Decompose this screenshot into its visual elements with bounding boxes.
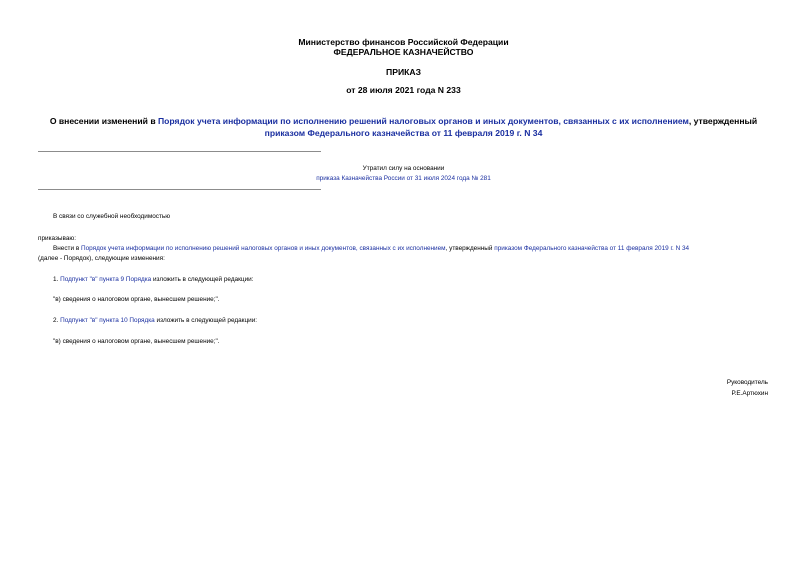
item-2-link[interactable]: Подпункт "в" пункта 10 Порядка	[60, 317, 155, 324]
divider-bottom	[38, 189, 321, 190]
divider-top	[38, 151, 321, 152]
item-2-number: 2.	[53, 317, 61, 324]
item-1-number: 1.	[53, 276, 61, 283]
item-1	[53, 275, 253, 284]
document-title	[30, 115, 777, 139]
main-paragraph	[38, 244, 773, 253]
agency-name: ФЕДЕРАЛЬНОЕ КАЗНАЧЕЙСТВО	[333, 47, 474, 57]
reason-paragraph: В связи со служебной необходимостью	[53, 213, 171, 220]
title-link-order[interactable]: Порядок учета информации по исполнению решений налоговых органов и иных документов, связанных с их исполнением	[158, 116, 689, 126]
title-link-decree[interactable]: приказом Федерального казначейства от 11 февраля 2019 г. N 34	[264, 128, 543, 138]
p1-middle: , утвержденный	[445, 245, 495, 252]
item-2	[53, 316, 257, 325]
item-1-link[interactable]: Подпункт "в" пункта 9 Порядка	[60, 276, 152, 283]
item-2-quote: "в) сведения о налоговом органе, вынесшем решение;".	[53, 338, 220, 345]
p1-link-decree[interactable]: приказом Федерального казначейства от 11 февраля 2019 г. N 34	[494, 245, 690, 252]
main-paragraph-suffix: (далее - Порядок), следующие изменения:	[38, 255, 165, 262]
item-1-rest: изложить в следующей редакции:	[151, 276, 254, 283]
title-prefix: О внесении изменений в	[49, 116, 158, 126]
item-2-rest: изложить в следующей редакции:	[154, 317, 258, 324]
repeal-notice-link[interactable]: приказа Казначейства России от 31 июля 2024 года № 281	[316, 175, 491, 182]
p1-link-order[interactable]: Порядок учета информации по исполнению решений налоговых органов и иных документов, связанных с их исполнением	[80, 245, 446, 252]
signature-name: Р.Е.Артюхин	[731, 390, 768, 397]
signature-position: Руководитель	[726, 379, 768, 386]
document-type: ПРИКАЗ	[386, 67, 421, 77]
ministry-name: Министерство финансов Российской Федерации	[298, 37, 509, 47]
title-middle: , утвержденный	[688, 116, 758, 126]
document-date: от 28 июля 2021 года N 233	[346, 85, 461, 95]
item-1-quote: "в) сведения о налоговом органе, вынесшем решение;".	[53, 296, 220, 303]
repeal-notice-text: Утратил силу на основании	[362, 165, 445, 172]
p1-prefix: Внести в	[53, 245, 81, 252]
order-word: приказываю:	[38, 235, 76, 242]
